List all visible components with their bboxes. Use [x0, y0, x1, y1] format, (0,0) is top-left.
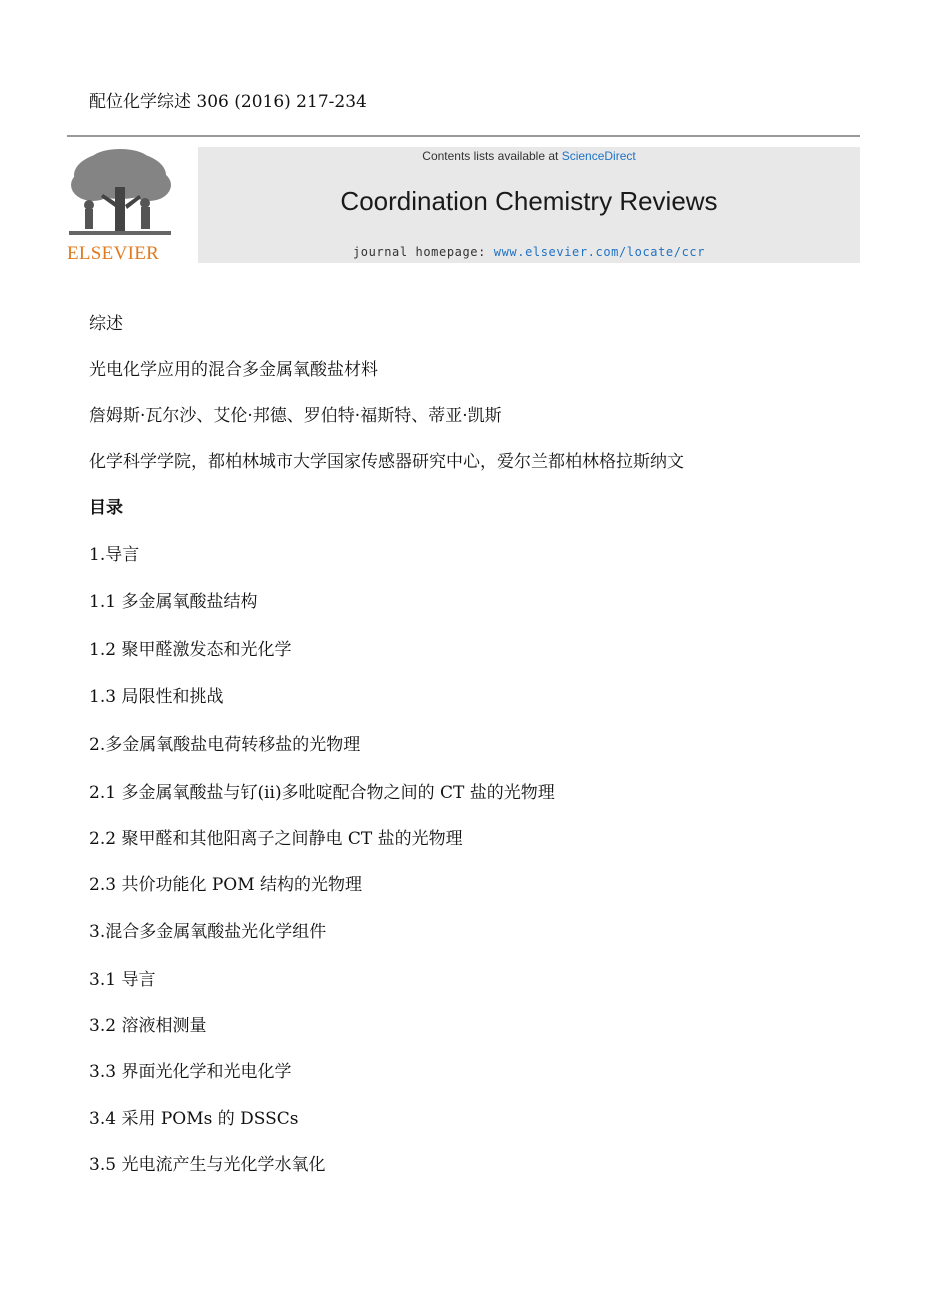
article-affiliation: 化学科学学院，都柏林城市大学国家传感器研究中心，爱尔兰都柏林格拉斯纳文 [89, 452, 684, 472]
article-authors: 詹姆斯·瓦尔沙、艾伦·邦德、罗伯特·福斯特、蒂亚·凯斯 [89, 406, 502, 426]
journal-title: Coordination Chemistry Reviews [340, 186, 718, 216]
journal-banner [198, 147, 860, 263]
contents-availability [198, 148, 860, 164]
toc-item[interactable]: 2.多金属氧酸盐电荷转移盐的光物理 [89, 735, 361, 755]
sciencedirect-link[interactable]: ScienceDirect [561, 149, 636, 163]
publisher-wordmark: ELSEVIER [67, 243, 160, 264]
journal-citation: 配位化学综述 306 (2016) 217-234 [89, 92, 367, 112]
elsevier-tree-icon [67, 147, 173, 239]
journal-homepage [198, 244, 860, 260]
toc-item[interactable]: 2.3 共价功能化 POM 结构的光物理 [89, 875, 363, 895]
toc-item[interactable]: 3.2 溶液相测量 [89, 1016, 207, 1036]
elsevier-logo[interactable] [67, 147, 175, 265]
toc-item[interactable]: 1.3 局限性和挑战 [89, 687, 224, 707]
toc-item[interactable]: 3.5 光电流产生与光化学水氧化 [89, 1155, 326, 1175]
toc-heading: 目录 [89, 498, 123, 518]
toc-item[interactable]: 1.导言 [89, 545, 140, 565]
toc-item[interactable]: 1.2 聚甲醛激发态和光化学 [89, 640, 292, 660]
article-type: 综述 [89, 314, 123, 334]
toc-item[interactable]: 2.1 多金属氧酸盐与钌(ii)多吡啶配合物之间的 CT 盐的光物理 [89, 783, 555, 803]
homepage-prefix: journal homepage: [352, 245, 494, 259]
toc-item[interactable]: 3.3 界面光化学和光电化学 [89, 1062, 292, 1082]
toc-item[interactable]: 3.4 采用 POMs 的 DSSCs [89, 1109, 299, 1129]
toc-item[interactable]: 3.混合多金属氧酸盐光化学组件 [89, 922, 327, 942]
header-divider [67, 135, 860, 137]
article-title: 光电化学应用的混合多金属氧酸盐材料 [89, 360, 378, 380]
contents-prefix: Contents lists available at [422, 149, 562, 163]
toc-item[interactable]: 2.2 聚甲醛和其他阳离子之间静电 CT 盐的光物理 [89, 829, 463, 849]
toc-item[interactable]: 1.1 多金属氧酸盐结构 [89, 592, 258, 612]
toc-item[interactable]: 3.1 导言 [89, 970, 156, 990]
homepage-link[interactable]: www.elsevier.com/locate/ccr [493, 245, 706, 259]
